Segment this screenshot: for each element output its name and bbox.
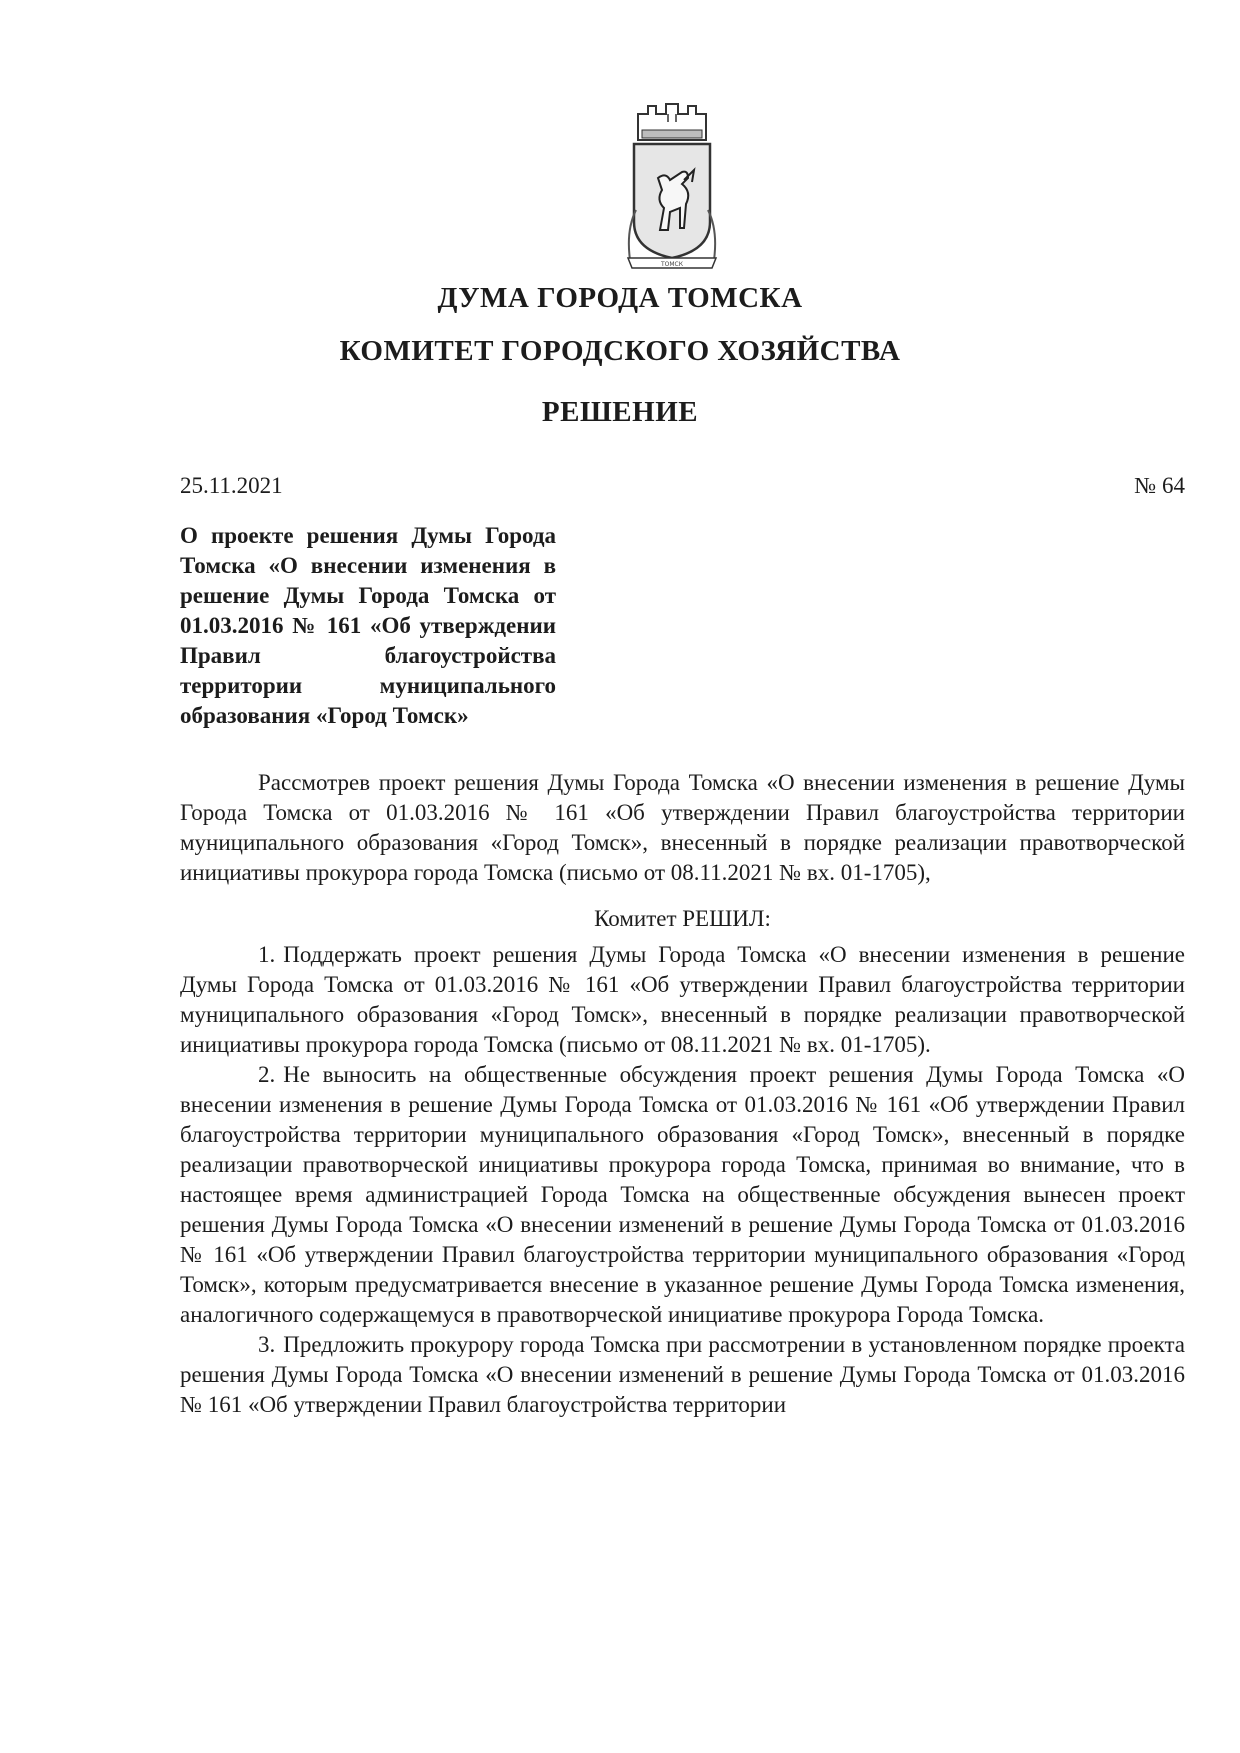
emblem-ribbon-text: ТОМСК	[660, 261, 684, 268]
item-number: 2.	[258, 1062, 276, 1087]
item-number: 3.	[258, 1332, 276, 1357]
coat-of-arms-icon	[622, 100, 722, 275]
committee-title: КОМИТЕТ ГОРОДСКОГО ХОЗЯЙСТВА	[339, 335, 901, 367]
document-type-title: РЕШЕНИЕ	[541, 396, 699, 428]
item-text: Не выносить на общественные обсуждения проект решения Думы Города Томска «О внесении изменения в решение Думы Города Томска от 01.03.2016 № 161 «Об утверждении Правил благоустройства территории муниципального образования «Город Томск», внесенный в порядке реализации правотворческой инициативы прокурора города Томска, принимая во внимание, что в настоящее время администрацией Города Томска на общественные обсуждения вынесен проект решения Думы Города Томска «О внесении изменений в решение Думы Города Томска от 01.03.2016 № 161 «Об утверждении Правил благоустройства территории муниципального образования «Город Томск», которым предусматривается внесение в указанное решение Думы Города Томска изменения, аналогичного содержащемуся в правотворческой инициативе прокурора Города Томска.	[180, 1062, 1185, 1327]
resolved-heading: Комитет РЕШИЛ:	[594, 906, 771, 931]
list-item	[180, 1330, 1185, 1420]
decision-number: № 64	[1134, 473, 1185, 498]
item-text: Поддержать проект решения Думы Города Томска «О внесении изменения в решение Думы Города Томска от 01.03.2016 № 161 «Об утверждении Правил благоустройства территории муниципального образования «Город Томск», внесенный в порядке реализации правотворческой инициативы прокурора города Томска (письмо от 08.11.2021 № вх. 01-1705).	[180, 942, 1185, 1057]
document-body	[180, 768, 1185, 1420]
item-number: 1.	[258, 942, 276, 967]
item-text: Предложить прокурору города Томска при рассмотрении в установленном порядке проекта решения Думы Города Томска «О внесении изменений в решение Думы Города Томска от 01.03.2016 № 161 «Об утверждении Правил благоустройства территории	[180, 1332, 1185, 1417]
preamble-paragraph: Рассмотрев проект решения Думы Города Томска «О внесении изменения в решение Думы Города Томска от 01.03.2016 № 161 «Об утверждении Правил благоустройства территории муниципального образования «Город Томск», внесенный в порядке реализации правотворческой инициативы прокурора города Томска (письмо от 08.11.2021 № вх. 01-1705),	[180, 770, 1185, 885]
duma-title: ДУМА ГОРОДА ТОМСКА	[437, 282, 803, 314]
decision-subject: О проекте решения Думы Города Томска «О внесении изменения в решение Думы Города Томска от 01.03.2016 № 161 «Об утверждении Правил благоустройства территории муниципального образования «Город Томск»	[180, 523, 556, 728]
decision-date: 25.11.2021	[180, 473, 283, 498]
list-item	[180, 1060, 1185, 1330]
list-item	[180, 940, 1185, 1060]
